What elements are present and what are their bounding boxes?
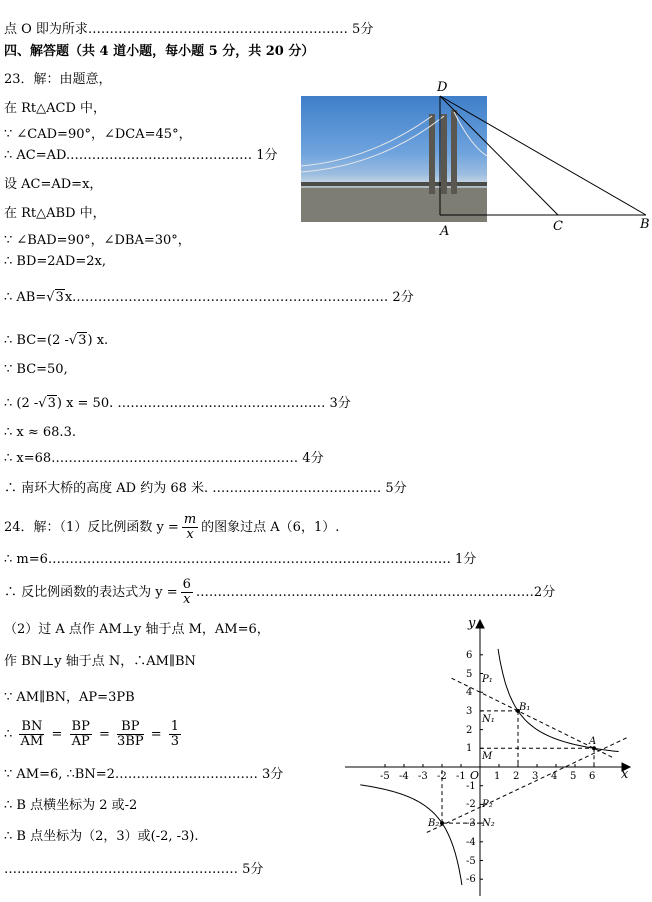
sqrt-arg: 3: [55, 290, 64, 305]
point-dot: [440, 821, 444, 825]
label-point-p2: P₂: [482, 799, 493, 811]
y-tick-label: -4: [466, 836, 476, 848]
label-c: C: [553, 219, 563, 234]
line-because-2: ∵ ∠BAD=90°，∠DBA=30°，: [4, 233, 191, 248]
eq-suffix: ) x = 50. ………………………………………… 3分: [56, 396, 351, 411]
line-let-x: 设 AC=AD=x，: [4, 177, 103, 192]
bc-prefix: ∴ BC=(2 -: [4, 333, 69, 348]
y-tick-label: -3: [466, 818, 476, 830]
y-tick-label: 3: [466, 705, 473, 717]
line-rt-abd: 在 Rt△ABD 中，: [4, 206, 106, 221]
bc-suffix: ) x.: [87, 333, 109, 348]
q23-start: 23．解：由题意，: [4, 72, 112, 87]
frac-den: AP: [71, 734, 90, 749]
line-am6: ∵ AM=6, ∴BN=2…………………………… 3分: [4, 767, 284, 782]
x-tick-label: -1: [456, 771, 466, 782]
frac-den: x: [183, 592, 191, 607]
frac-den: AM: [20, 734, 44, 749]
y-tick-label: 1: [466, 743, 473, 755]
label-b: B: [640, 217, 650, 232]
line-x-68: ∴ x=68………………………………………………… 4分: [4, 451, 324, 466]
x-tick-label: -3: [418, 771, 428, 782]
y-axis-label: y: [468, 616, 476, 631]
x-tick-label: 5: [570, 771, 577, 782]
x-tick-label: 2: [513, 771, 520, 782]
line-point-o: 点 O 即为所求…………………………………………………… 5分: [4, 22, 374, 37]
y-tick-label: 4: [466, 687, 473, 699]
sqrt-3: √3: [46, 290, 64, 305]
line-therefore-2: ∴ BD=2AD=2x,: [4, 254, 106, 269]
sqrt-arg: 3: [47, 396, 56, 411]
frac-num: BP: [117, 720, 144, 735]
y-arrow: [476, 620, 484, 628]
line-last: ……………………………………………… 5分: [4, 862, 264, 877]
label-point-b1: B₁: [519, 701, 531, 713]
line-part2-a: （2）过 A 点作 AM⊥y 轴于点 M，AM=6，: [4, 622, 270, 637]
ab-suffix: x.……………………………………………………………… 2分: [64, 290, 414, 305]
frac-num: BN: [21, 719, 43, 734]
line-m6: ∴ m=6………………………………………………………………………………… 1分: [4, 552, 477, 567]
frac-den: x: [186, 527, 194, 542]
x-axis-label: x: [621, 767, 629, 782]
y-tick-label: 6: [466, 649, 473, 661]
label-point-m: M: [482, 751, 493, 763]
y-tick-label: 5: [466, 668, 473, 680]
label-d: D: [437, 80, 448, 95]
hyperbola-branch-1: [498, 649, 619, 752]
sqrt-3: √3: [68, 333, 87, 348]
y-tick-label: -5: [466, 855, 476, 867]
ab-prefix: ∴ AB=: [4, 290, 47, 305]
y-tick-label: -2: [466, 799, 476, 811]
q24-prefix: 24．解：（1）反比例函数 y =: [4, 520, 179, 535]
label-point-p1: P₁: [482, 674, 493, 686]
y-tick-label: -1: [466, 780, 476, 792]
frac-num: 6: [182, 577, 191, 592]
line-because-1: ∵ ∠CAD=90°，∠DCA=45°，: [4, 127, 192, 142]
expr-suffix: ……………………………………………………………………2分: [195, 585, 556, 600]
x-tick-label: 6: [589, 771, 596, 782]
line-part2-b: 作 BN⊥y 轴于点 N，∴AM∥BN: [4, 654, 196, 669]
ratio-prefix: ∴: [4, 727, 13, 742]
label-point-b2: B₂: [428, 818, 440, 830]
expr-prefix: ∴ 反比例函数的表达式为 y =: [4, 585, 178, 600]
line-conclusion: ∴ 南环大桥的高度 AD 约为 68 米. ………………………………… 5分: [4, 481, 407, 496]
origin-label: O: [470, 769, 480, 782]
line-b-x: ∴ B 点横坐标为 2 或-2: [4, 798, 138, 813]
q24-suffix: 的图象过点 A（6，1）.: [201, 520, 340, 535]
x-tick-label: 3: [532, 771, 539, 782]
line-ratio: ∴ $\frac{BN}{AM}$ = $\frac{BP}{AP}$ = $\frac{BP}{3BP}$ = $\frac{1}{3}$: [4, 719, 180, 749]
label-point-n1: N₁: [482, 713, 495, 725]
label-a: A: [440, 224, 450, 239]
line-part2-c: ∵ AM∥BN，AP=3PB: [4, 690, 135, 705]
frac-den: 3: [170, 734, 180, 749]
label-point-a: A: [589, 736, 597, 748]
x-tick-label: 1: [494, 771, 501, 782]
y-tick-label: -6: [466, 874, 476, 886]
sqrt-arg: 3: [78, 333, 87, 348]
frac-den: 3BP: [117, 734, 144, 749]
x-tick-label: -5: [380, 771, 390, 782]
frac-num: m: [183, 512, 197, 527]
x-tick-label: -4: [399, 771, 409, 782]
eq-prefix: ∴ (2 -: [4, 396, 39, 411]
label-point-n2: N₂: [482, 818, 495, 830]
x-tick-label: 4: [551, 771, 558, 782]
y-tick-label: 2: [466, 724, 473, 736]
line-therefore-1: ∴ AC=AD.…………………………………… 1分: [4, 148, 278, 163]
x-tick-label: -2: [437, 771, 447, 782]
frac-num: BP: [71, 719, 90, 734]
frac-num: 1: [170, 719, 180, 734]
section-heading: 四、解答题（共 4 道小题，每小题 5 分，共 20 分）: [4, 44, 315, 59]
line-approx: ∴ x ≈ 68.3.: [4, 425, 76, 440]
hyperbola-branch-2: [360, 785, 462, 885]
line-b-coord: ∴ B 点坐标为（2，3）或(-2, -3).: [4, 829, 199, 844]
line-rt-acd: 在 Rt△ACD 中，: [4, 101, 107, 116]
sqrt-3: √3: [38, 396, 56, 411]
line-bc-50: ∵ BC=50,: [4, 362, 68, 377]
